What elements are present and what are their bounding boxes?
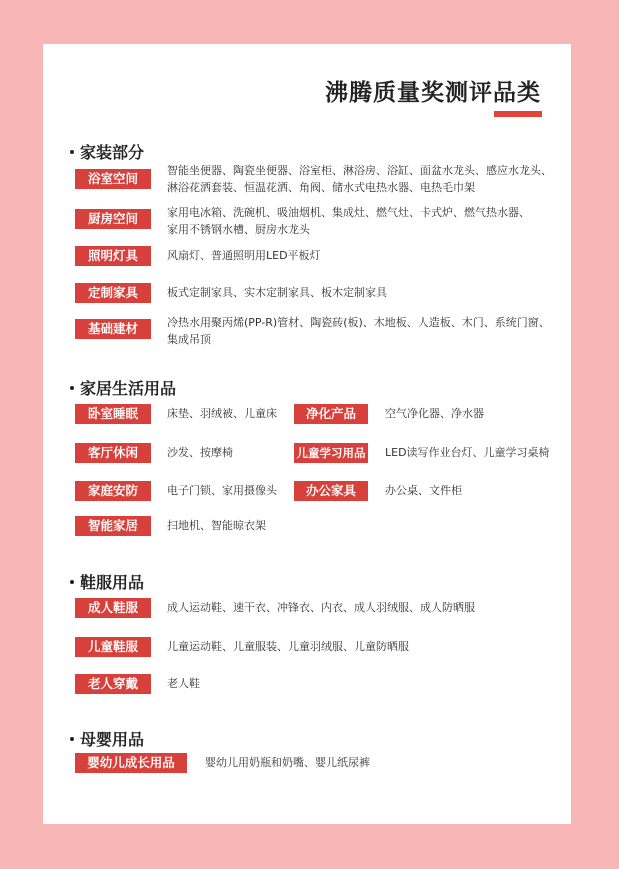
- section-title: 鞋服用品: [80, 573, 145, 592]
- desc-kids-apparel: 儿童运动鞋、儿童服装、儿童羽绒服、儿童防晒服: [167, 640, 409, 653]
- desc-line: 集成吊顶: [167, 333, 211, 346]
- tag-kids-apparel: 儿童鞋服: [75, 637, 151, 657]
- desc-line: 淋浴花洒套装、恒温花洒、角阀、储水式电热水器、电热毛巾架: [167, 181, 475, 194]
- section-heading-home-decoration: [70, 140, 144, 163]
- tag-elderly-wear: 老人穿戴: [75, 674, 151, 694]
- page-title: 沸腾质量奖测评品类: [325, 80, 541, 106]
- bullet-dot: [70, 150, 74, 154]
- desc-purification: 空气净化器、净水器: [385, 407, 484, 420]
- bullet-dot: [70, 386, 74, 390]
- desc-adult-apparel: 成人运动鞋、速干衣、冲锋衣、内衣、成人羽绒服、成人防晒服: [167, 601, 475, 614]
- bullet-dot: [70, 737, 74, 741]
- section-title: 家装部分: [80, 143, 145, 162]
- tag-living-room: 客厅休闲: [75, 443, 151, 463]
- desc-line: 家用电冰箱、洗碗机、吸油烟机、集成灶、燃气灶、卡式炉、燃气热水器、: [167, 206, 530, 219]
- tag-home-security: 家庭安防: [75, 481, 151, 501]
- desc-lighting: 风扇灯、普通照明用LED平板灯: [167, 249, 321, 262]
- section-title: 家居生活用品: [80, 379, 177, 398]
- tag-bedroom-sleep: 卧室睡眠: [75, 404, 151, 424]
- tag-building-materials: 基础建材: [75, 319, 151, 339]
- desc-elderly-wear: 老人鞋: [167, 677, 200, 690]
- content-card: [43, 44, 571, 824]
- section-heading-maternal-baby: [70, 727, 144, 750]
- section-title: 母婴用品: [80, 730, 145, 749]
- tag-kids-study: 儿童学习用品: [294, 443, 368, 463]
- desc-infant-growth: 婴幼儿用奶瓶和奶嘴、婴儿纸尿裤: [205, 756, 370, 769]
- desc-home-security: 电子门锁、家用摄像头: [167, 484, 277, 497]
- tag-adult-apparel: 成人鞋服: [75, 598, 151, 618]
- tag-kitchen: 厨房空间: [75, 209, 151, 229]
- desc-building-materials: [167, 314, 550, 348]
- tag-lighting: 照明灯具: [75, 246, 151, 266]
- tag-bathroom: 浴室空间: [75, 169, 151, 189]
- tag-office-furniture: 办公家具: [294, 481, 368, 501]
- bullet-dot: [70, 580, 74, 584]
- section-heading-apparel: [70, 570, 144, 593]
- section-heading-home-living: [70, 376, 176, 399]
- tag-purification: 净化产品: [294, 404, 368, 424]
- desc-line: 冷热水用聚丙烯(PP-R)管材、陶瓷砖(板)、木地板、人造板、木门、系统门窗、: [167, 316, 550, 329]
- desc-kitchen: [167, 204, 530, 238]
- tag-custom-furniture: 定制家具: [75, 283, 151, 303]
- desc-smart-home: 扫地机、智能晾衣架: [167, 519, 266, 532]
- desc-custom-furniture: 板式定制家具、实木定制家具、板木定制家具: [167, 286, 387, 299]
- desc-bathroom: [167, 162, 552, 196]
- tag-smart-home: 智能家居: [75, 516, 151, 536]
- title-underline: [494, 111, 542, 117]
- desc-office-furniture: 办公桌、文件柜: [385, 484, 462, 497]
- tag-infant-growth: 婴幼儿成长用品: [75, 753, 187, 773]
- desc-line: 家用不锈钢水槽、厨房水龙头: [167, 223, 310, 236]
- desc-kids-study: LED读写作业台灯、儿童学习桌椅: [385, 446, 550, 459]
- desc-line: 智能坐便器、陶瓷坐便器、浴室柜、淋浴房、浴缸、面盆水龙头、感应水龙头、: [167, 164, 552, 177]
- desc-living-room: 沙发、按摩椅: [167, 446, 233, 459]
- desc-bedroom-sleep: 床垫、羽绒被、儿童床: [167, 407, 277, 420]
